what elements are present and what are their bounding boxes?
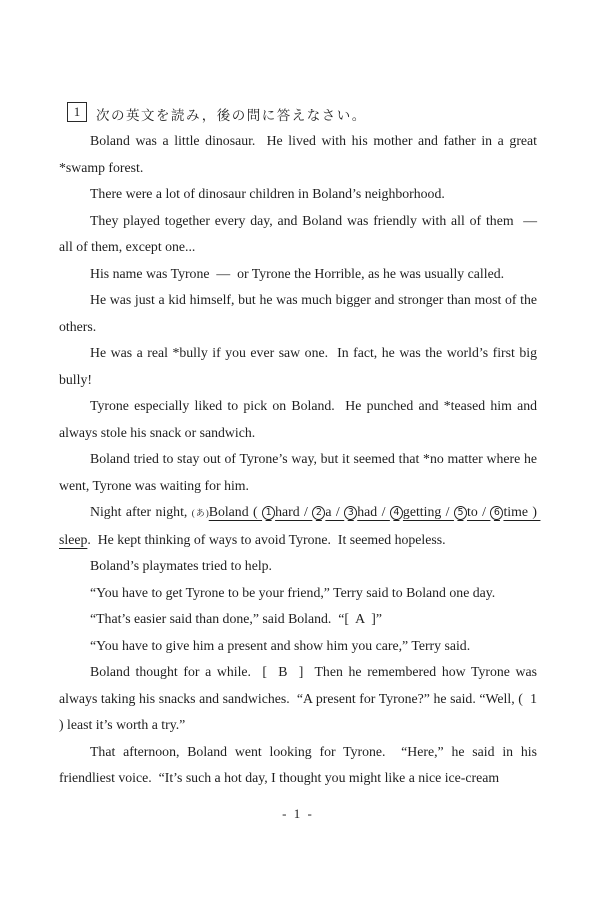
text-run: There were a lot of dinosaur children in Boland’s neighborhood. [90,186,445,201]
text-run: Tyrone especially liked to pick on Boland. He punched and *teased him and always stole his snack or sandwich. [59,398,541,440]
text-run: to / [466,504,491,519]
text-run: “That’s easier said than done,” said Boland. “[ A ]” [90,611,382,626]
passage-paragraph [59,659,544,739]
circled-number: 3 [344,506,357,520]
passage-paragraph [59,446,541,499]
passage-paragraph [59,580,537,607]
text-run: Boland thought for a while. [ B ] Then he remembered how Tyrone was always taking his snacks and sandwiches. “A present for Tyrone?” he said. “Well, ( 1 ) least it’s worth a try.” [59,664,544,732]
text-run: getting / [402,504,454,519]
passage-paragraph [59,739,541,792]
circled-number: 2 [312,506,325,520]
text-run: . He kept thinking of ways to avoid Tyrone. It seemed hopeless. [87,531,446,547]
text-run: had / [357,504,390,519]
passage-paragraph [59,606,537,633]
text-run: He was just a kid himself, but he was much bigger and stronger than most of the others. [59,292,541,334]
passage-paragraph [59,181,537,208]
text-run: Boland was a little dinosaur. He lived with his mother and father in a great *swamp forest. [59,133,541,175]
text-run: They played together every day, and Boland was friendly with all of them — all of them, except one... [59,212,544,254]
passage-paragraph [59,287,541,340]
reading-passage [59,128,544,792]
text-run: That afternoon, Boland went looking for Tyrone. “Here,” he said in his friendliest voice. “It’s such a hot day, I thought you might like a nice ice-cream [59,743,541,785]
passage-paragraph [59,499,541,553]
passage-paragraph [59,128,541,181]
text-run: Boland tried to stay out of Tyrone’s way, but it seemed that *no matter where he went, Tyrone was waiting for him. [59,451,541,493]
text-run: “You have to give him a present and show him you care,” Terry said. [90,637,471,653]
circled-number: 6 [490,506,503,520]
passage-paragraph [59,393,541,446]
text-run: Boland’s playmates tried to help. [90,558,273,573]
text-run: time ) sleep [59,504,541,547]
text-run: Night after night, [90,504,192,519]
text-run: “You have to get Tyrone to be your friend,” Terry said to Boland one day. [90,584,496,600]
kana-marker: (あ) [191,508,209,518]
circled-number: 4 [390,506,403,520]
passage-paragraph [59,553,537,580]
passage-paragraph [59,340,541,393]
passage-paragraph [59,208,544,261]
circled-number: 5 [454,506,467,520]
passage-paragraph [59,261,537,288]
question-header [67,102,560,124]
text-run: He was a real *bully if you ever saw one. In fact, he was the world’s first big bully! [59,345,541,387]
question-number: 1 [73,104,81,119]
text-run: a / [325,504,345,519]
page-number: - 1 - [282,806,314,821]
instruction-text: 次の英文を読み，後の問に答えなさい。 [96,108,367,123]
passage-paragraph [59,633,537,660]
text-run: hard / [275,504,313,519]
text-run: Boland ( [208,504,263,519]
text-run: His name was Tyrone — or Tyrone the Horrible, as he was usually called. [90,265,505,281]
question-number-box [67,102,87,122]
circled-number: 1 [262,506,275,520]
